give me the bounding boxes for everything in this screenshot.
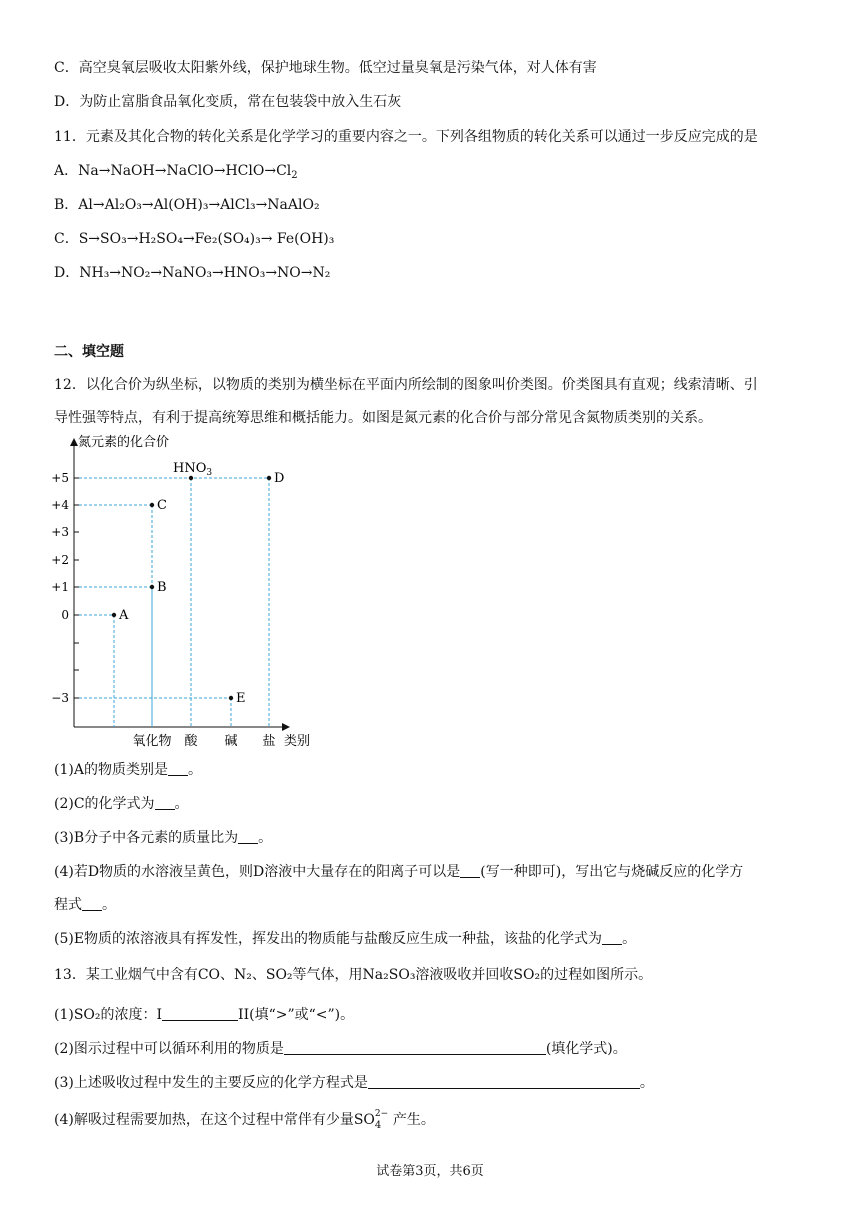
q13-part3-text-b: 。	[639, 1075, 654, 1091]
valence-class-chart	[51, 432, 324, 752]
q13-part2-text-b: (填化学式)。	[545, 1041, 627, 1057]
q12-part4-text-b: (写一种即可)，写出它与烧碱反应的化学方	[480, 864, 744, 880]
q10-option-d: D．为防止富脂食品氧化变质，常在包装袋中放入生石灰	[54, 94, 402, 110]
q12-part2-text: (2)C的化学式为	[54, 796, 155, 812]
q13-part3-text-a: (3)上述吸收过程中发生的主要反应的化学方程式是	[54, 1075, 368, 1091]
q11-option-c	[54, 229, 334, 249]
sulfate-superscript: 2−	[374, 1109, 389, 1119]
q13-part3-blank[interactable]	[368, 1073, 640, 1089]
q12-part1-blank[interactable]	[168, 760, 188, 776]
section-heading: 二、填空题	[54, 344, 124, 360]
q12-stem-line1: 12．以化合价为纵坐标，以物质的类别为横坐标在平面内所绘制的图象叫价类图。价类图具有直观；线索清晰、引	[54, 377, 758, 393]
data-point-label: $HNO_3$	[173, 461, 213, 478]
data-point	[267, 476, 271, 480]
q13-part1-text-a: (1)SO₂的浓度：I	[54, 1007, 163, 1023]
data-point	[112, 613, 116, 617]
y-tick-label: +5	[51, 471, 69, 485]
q11-option-a-text: Na→NaOH→NaClO→HClO→Cl	[78, 163, 292, 179]
x-category-label: 酸	[184, 734, 198, 749]
q12-part4-end: 。	[102, 897, 116, 913]
q13-part1-blank[interactable]	[162, 1005, 238, 1021]
q13-part2	[54, 1039, 627, 1059]
q13-part2-text-a: (2)图示过程中可以循环利用的物质是	[54, 1041, 284, 1057]
q13-part1-text-b: II(填“>”或“<”)。	[238, 1007, 355, 1023]
y-tick-label: +1	[51, 580, 69, 594]
q11-option-c-label: C．	[54, 231, 79, 247]
q13-part3	[54, 1073, 654, 1093]
y-tick-label: +4	[51, 498, 69, 512]
data-point-label: C	[157, 498, 167, 513]
sulfate-subscript: 4	[374, 1120, 382, 1131]
q13-part4-text-b: 产生。	[392, 1112, 435, 1128]
data-point-label: E	[236, 691, 246, 706]
q12-part5-blank[interactable]	[602, 929, 622, 945]
y-tick-label: 0	[61, 608, 69, 622]
q12-part4-text-a: (4)若D物质的水溶液呈黄色，则D溶液中大量存在的阳离子可以是	[54, 864, 461, 880]
data-point	[229, 696, 233, 700]
q13-part2-blank[interactable]	[284, 1039, 546, 1055]
q10-option-c: C．高空臭氧层吸收太阳紫外线，保护地球生物。低空过量臭氧是污染气体，对人体有害	[54, 60, 597, 76]
q12-part5	[54, 929, 636, 949]
q12-part3-end: 。	[258, 830, 273, 846]
q12-part2-blank[interactable]	[155, 794, 175, 810]
q12-part1-end: 。	[187, 762, 202, 778]
q11-option-b-text: Al→Al₂O₃→Al(OH)₃→AlCl₃→NaAlO₂	[78, 197, 320, 213]
q12-part3	[54, 828, 272, 848]
q11-option-d-text: NH₃→NO₂→NaNO₃→HNO₃→NO→N₂	[79, 265, 331, 281]
q11-option-d-label: D．	[54, 265, 80, 281]
x-axis-label: 类别	[284, 734, 311, 749]
q13-part4	[54, 1110, 435, 1130]
q11-option-d	[54, 263, 330, 283]
q13-part4-text-a: (4)解吸过程需要加热，在这个过程中常伴有少量SO	[54, 1112, 375, 1128]
data-point-label: D	[274, 471, 285, 486]
q11-option-a-subscript: 2	[291, 170, 298, 181]
page-footer: 试卷第3页，共6页	[376, 1164, 484, 1179]
q12-part4-cont	[54, 895, 116, 915]
q12-part4-blank2[interactable]	[82, 895, 102, 911]
q11-option-b	[54, 195, 320, 215]
q12-part3-blank[interactable]	[238, 828, 258, 844]
q13-part1	[54, 1005, 354, 1025]
q12-part4	[54, 862, 743, 882]
y-tick-label: +3	[51, 525, 69, 539]
q12-part1	[54, 760, 202, 780]
q12-stem-line2: 导性强等特点，有利于提高统筹思维和概括能力。如图是氮元素的化合价与部分常见含氮物质类别的关系。	[54, 410, 712, 426]
q11-option-c-text: S→SO₃→H₂SO₄→Fe₂(SO₄)₃→ Fe(OH)₃	[78, 231, 335, 247]
q11-option-b-label: B．	[54, 197, 79, 213]
sulfate-charge	[374, 1109, 393, 1131]
q11-stem: 11．元素及其化合物的转化关系是化学学习的重要内容之一。下列各组物质的转化关系可以通过一步反应完成的是	[54, 129, 758, 145]
q12-part5-end: 。	[622, 931, 637, 947]
y-tick-label: +2	[51, 553, 69, 567]
q12-part2-end: 。	[174, 796, 189, 812]
q11-option-a	[54, 161, 298, 186]
x-category-label: 盐	[262, 734, 276, 749]
q12-part3-text: (3)B分子中各元素的质量比为	[54, 830, 239, 846]
q12-part4-text-c: 程式	[54, 897, 82, 913]
y-tick-label: −3	[51, 691, 69, 705]
x-category-label: 碱	[224, 734, 238, 749]
q12-part2	[54, 794, 189, 814]
y-axis-label: 氮元素的化合价	[78, 435, 170, 450]
x-category-label: 氧化物	[132, 734, 172, 749]
q11-option-a-label: A．	[54, 163, 79, 179]
data-point-label: B	[157, 580, 167, 595]
q12-part5-text: (5)E物质的浓溶液具有挥发性，挥发出的物质能与盐酸反应生成一种盐，该盐的化学式为	[54, 931, 603, 947]
q13-stem: 13．某工业烟气中含有CO、N₂、SO₂等气体，用Na₂SO₃溶液吸收并回收SO₂的过程如图所示。	[54, 967, 653, 983]
data-point-label: A	[119, 608, 129, 623]
q12-part4-blank1[interactable]	[460, 862, 480, 878]
data-point	[150, 585, 154, 589]
data-point	[189, 476, 193, 480]
data-point	[150, 503, 154, 507]
q12-part1-text: (1)A的物质类别是	[54, 762, 168, 778]
